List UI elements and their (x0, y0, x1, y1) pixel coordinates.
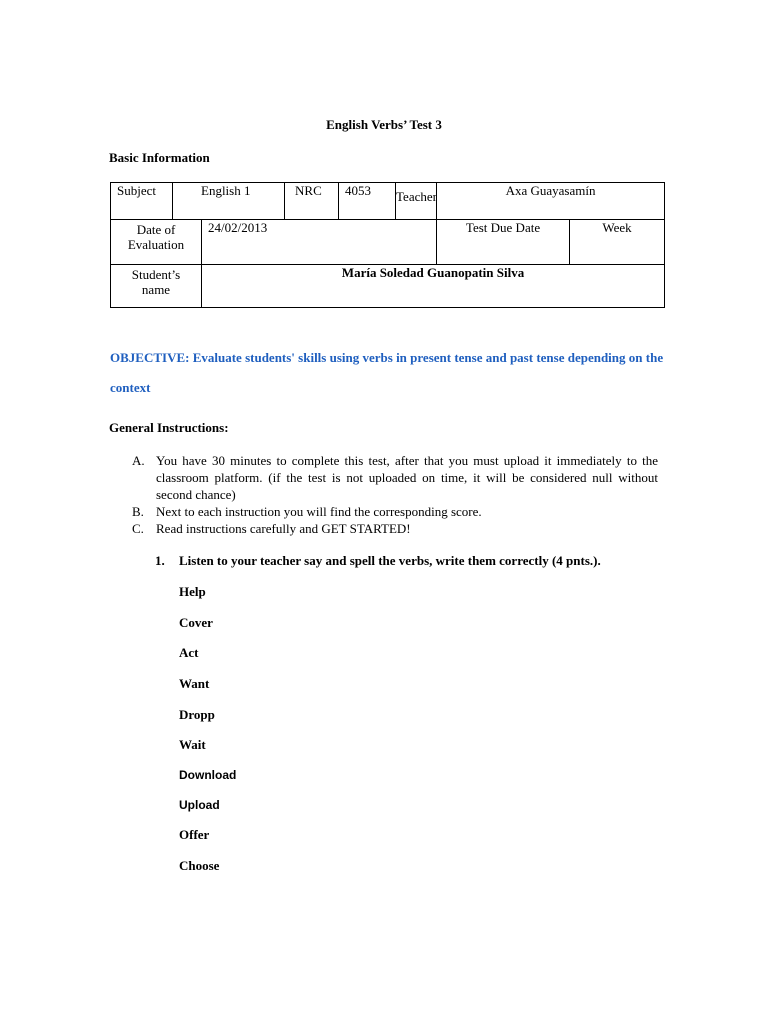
list-item (132, 452, 658, 503)
verb-item: Want (179, 676, 210, 691)
due-label: Test Due Date (437, 220, 570, 265)
question-number: 1. (155, 553, 165, 568)
verb-item: Choose (179, 858, 220, 873)
student-label: Student’s name (111, 265, 202, 308)
list-item (132, 503, 658, 520)
verb-item: Upload (179, 798, 220, 812)
instruction-letter: B. (132, 504, 144, 519)
question-1 (155, 553, 601, 569)
general-instructions-heading: General Instructions: (109, 420, 229, 435)
instruction-text: Read instructions carefully and GET STARTED! (156, 521, 411, 536)
instruction-letter: C. (132, 521, 144, 536)
student-value: María Soledad Guanopatin Silva (202, 265, 665, 308)
verb-item: Act (179, 645, 199, 660)
teacher-label: Teacher (396, 183, 437, 220)
teacher-value: Axa Guayasamín (437, 183, 665, 220)
verb-item: Wait (179, 737, 206, 752)
nrc-label: NRC (285, 183, 339, 220)
question-text: Listen to your teacher say and spell the verbs, write them correctly (4 pnts.). (179, 553, 601, 568)
table-row (111, 265, 665, 308)
objective-text: OBJECTIVE: Evaluate students' skills using verbs in present tense and past tense depending on the context (110, 350, 664, 395)
info-table (110, 182, 665, 308)
table-row (111, 220, 665, 265)
due-value: Week (570, 220, 665, 265)
verb-item: Offer (179, 827, 210, 842)
date-value: 24/02/2013 (202, 220, 437, 265)
instruction-letter: A. (132, 453, 145, 468)
verb-item: Cover (179, 615, 213, 630)
subject-value: English 1 (173, 183, 285, 220)
list-item (132, 520, 658, 537)
verb-item: Dropp (179, 707, 215, 722)
instruction-text: You have 30 minutes to complete this test, after that you must upload it immediately to the classroom platform. (if the test is not uploaded on time, it will be considered null without second chance) (156, 453, 658, 502)
nrc-value: 4053 (339, 183, 396, 220)
verb-item: Download (179, 768, 237, 782)
instructions-list (132, 452, 658, 537)
instruction-text: Next to each instruction you will find the corresponding score. (156, 504, 482, 519)
document-title: English Verbs’ Test 3 (326, 117, 442, 132)
subject-label: Subject (111, 183, 173, 220)
verb-item: Help (179, 584, 206, 599)
table-row (111, 183, 665, 220)
basic-info-heading: Basic Information (109, 150, 210, 165)
date-label: Date of Evaluation (111, 220, 202, 265)
